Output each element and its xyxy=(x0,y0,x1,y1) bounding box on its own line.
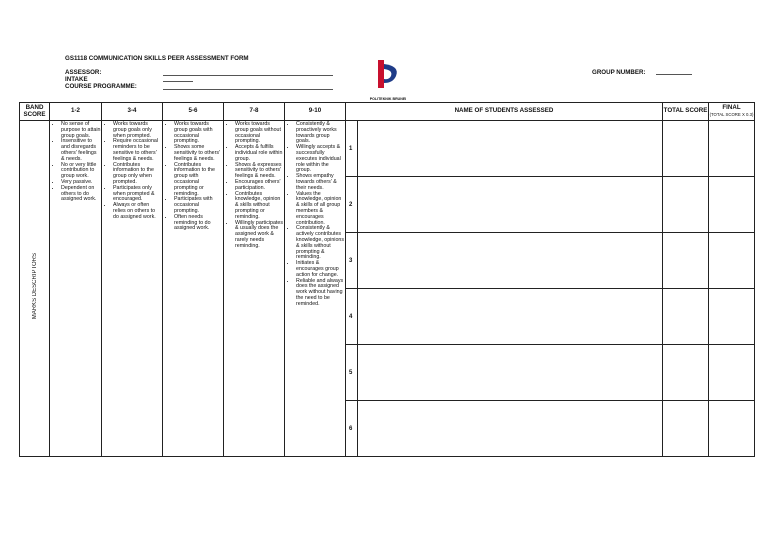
marks-descriptors-cell xyxy=(20,121,50,457)
descriptor-1-2: • No sense of purpose to attain group goals. • Insensitive to and disregards others' feelings & needs. • No or very little contribution to group work. • Very passive. • Dependent on others to do assigned work. xyxy=(50,121,102,457)
band-1-2-header: 1-2 xyxy=(50,103,102,121)
table-row xyxy=(20,121,755,177)
final-sub-label: (TOTAL SCORE X 0.3) xyxy=(709,111,754,117)
final-score-header xyxy=(709,103,755,121)
group-number-field[interactable] xyxy=(656,74,692,75)
group-number-label: GROUP NUMBER: xyxy=(592,69,646,76)
total-score-field[interactable] xyxy=(663,345,709,401)
student-name-field[interactable] xyxy=(358,121,663,177)
total-score-field[interactable] xyxy=(663,177,709,233)
names-header: NAME OF STUDENTS ASSESSED xyxy=(346,103,663,121)
polytechnic-logo xyxy=(366,56,410,100)
row-number: 5 xyxy=(346,345,358,401)
assessment-table xyxy=(19,102,755,457)
row-number: 4 xyxy=(346,289,358,345)
final-score-field[interactable] xyxy=(709,177,755,233)
row-number: 6 xyxy=(346,401,358,457)
logo-caption: POLITEKNIK BRUNEI xyxy=(369,97,407,101)
intake-field[interactable] xyxy=(163,81,193,82)
row-number: 2 xyxy=(346,177,358,233)
header-row xyxy=(20,103,755,121)
total-score-field[interactable] xyxy=(663,233,709,289)
marks-descriptors-label: MARKS DESCRIPTORS xyxy=(31,252,38,320)
final-score-field[interactable] xyxy=(709,233,755,289)
assessor-label: ASSESSOR: xyxy=(65,69,102,76)
final-label: FINAL xyxy=(722,104,741,111)
student-name-field[interactable] xyxy=(358,233,663,289)
band-5-6-header: 5-6 xyxy=(163,103,224,121)
final-score-field[interactable] xyxy=(709,345,755,401)
student-name-field[interactable] xyxy=(358,289,663,345)
total-score-field[interactable] xyxy=(663,121,709,177)
final-score-field[interactable] xyxy=(709,401,755,457)
descriptor-5-6: • Works towards group goals with occasional prompting. • Shows some sensitivity to others' feelings & needs. • Contributes information to the group with occasional prompting or reminding. • Participates with occasional prompting. • Often needs reminding to do assigned work. xyxy=(163,121,224,457)
logo-mark-icon xyxy=(366,56,410,92)
total-score-field[interactable] xyxy=(663,401,709,457)
final-score-field[interactable] xyxy=(709,289,755,345)
total-score-header: TOTAL SCORE xyxy=(663,103,709,121)
course-label: COURSE PROGRAMME: xyxy=(65,83,137,90)
band-3-4-header: 3-4 xyxy=(102,103,163,121)
descriptor-7-8: • Works towards group goals without occasional prompting. • Accepts & fulfills individual role within group. • Shows & expresses sensitivity to others' feelings & needs. • Encourages others' participation. • Contributes knowledge, opinion & skills without prompting or reminding. • Willingly participates & usually does the assigned work & rarely needs reminding. xyxy=(224,121,285,457)
final-score-field[interactable] xyxy=(709,121,755,177)
intake-label: INTAKE xyxy=(65,76,88,83)
band-9-10-header: 9-10 xyxy=(285,103,346,121)
descriptor-9-10: • Consistently & proactively works towards group goals. • Willingly accepts & successfully executes individual role within the group. • Shows empathy towards others' & their needs. • Values the knowledge, opinion & skills of all group members & encourages contribution. • Consistently & actively contributes knowledge, opinions & skills without prompting & reminding. • Initiates & encourages group action for change. • Reliable and always does the assigned work without having the need to be reminded. xyxy=(285,121,346,457)
band-7-8-header: 7-8 xyxy=(224,103,285,121)
row-number: 1 xyxy=(346,121,358,177)
total-score-field[interactable] xyxy=(663,289,709,345)
student-name-field[interactable] xyxy=(358,401,663,457)
form-title: GS1118 COMMUNICATION SKILLS PEER ASSESSMENT FORM xyxy=(65,55,249,62)
band-score-header: BAND SCORE xyxy=(20,103,50,121)
row-number: 3 xyxy=(346,233,358,289)
course-field[interactable] xyxy=(163,89,333,90)
student-name-field[interactable] xyxy=(358,177,663,233)
assessor-field[interactable] xyxy=(163,75,333,76)
descriptor-3-4: • Works towards group goals only when prompted. • Require occasional reminders to be sensitive to others' feelings & needs. • Contributes information to the group only when prompted. • Participates only when prompted & encouraged. • Always or often relies on others to do assigned work. xyxy=(102,121,163,457)
student-name-field[interactable] xyxy=(358,345,663,401)
